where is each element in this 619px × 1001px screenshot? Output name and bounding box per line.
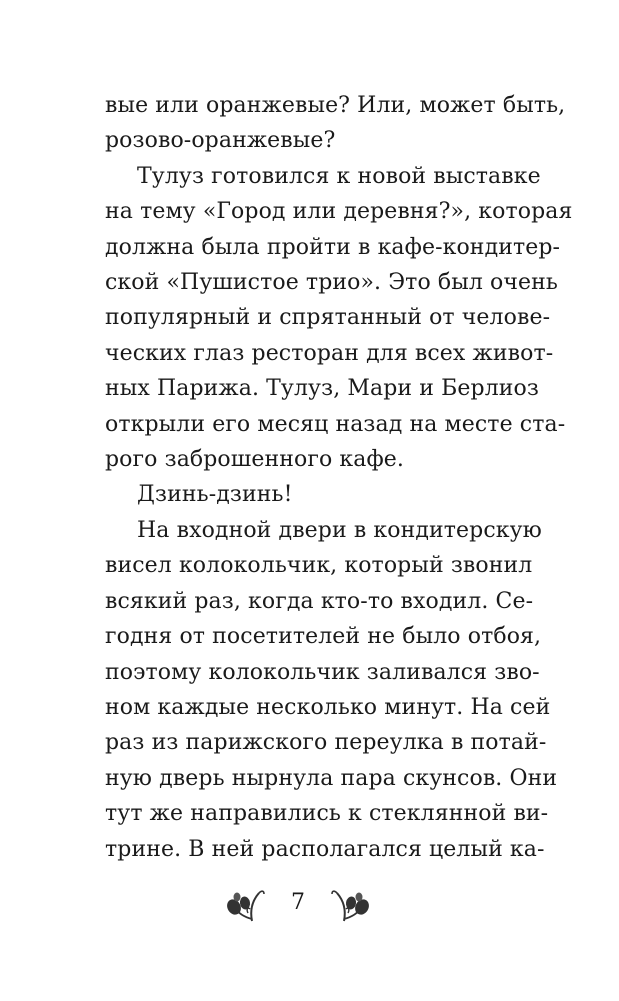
text-line: розово-оранжевые?	[105, 128, 336, 154]
floral-sprig-icon	[330, 885, 374, 923]
text-line: поэтому колокольчик заливался зво-	[105, 659, 540, 685]
text-column	[105, 88, 573, 867]
text-line: популярный и спрятанный от челове-	[105, 305, 551, 331]
text-line: ном каждые несколько минут. На сей	[105, 694, 551, 720]
text-line: годня от посетителей не было отбоя,	[105, 624, 542, 650]
text-line: трине. В ней располагался целый ка-	[105, 836, 545, 862]
page-footer	[0, 883, 619, 933]
text-line: ской «Пушистое трио». Это был очень	[105, 270, 558, 296]
text-line: Тулуз готовился к новой выставке	[137, 163, 541, 189]
text-line: ных Парижа. Тулуз, Мари и Берлиоз	[105, 376, 539, 402]
text-line: ную дверь нырнула пара скунсов. Они	[105, 765, 558, 791]
text-line: раз из парижского переулка в потай-	[105, 730, 547, 756]
text-line: должна была пройти в кафе-кондитер-	[105, 234, 561, 260]
text-line: на тему «Город или деревня?», которая	[105, 199, 573, 225]
text-line: рого заброшенного кафе.	[105, 447, 404, 473]
floral-sprig-icon	[222, 885, 266, 923]
text-line: вые или оранжевые? Или, может быть,	[105, 93, 566, 118]
text-line: всякий раз, когда кто-то входил. Се-	[105, 588, 534, 614]
text-line: тут же направились к стеклянной ви-	[105, 801, 549, 827]
text-line: открыли его месяц назад на месте ста-	[105, 411, 566, 437]
text-line: На входной двери в кондитерскую	[137, 517, 542, 543]
text-line: висел колокольчик, который звонил	[105, 553, 533, 579]
text-line: ческих глаз ресторан для всех живот-	[105, 340, 554, 366]
text-line: Дзинь-дзинь!	[137, 482, 293, 508]
page-number: 7	[291, 890, 305, 915]
